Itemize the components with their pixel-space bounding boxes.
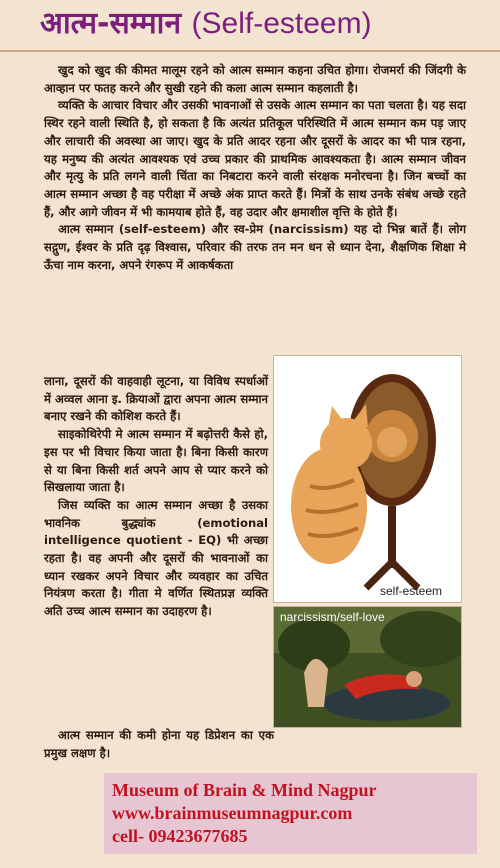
paragraph-1: खुद को खुद की कीमत मालूम रहने को आत्म सम्मान कहना उचित होगा। रोजमर्रा की जिंदगी के आव्हान पर फतह करने और सुखी रहने की कला आत्म सम्मान कहलाती है। xyxy=(44,63,466,95)
page-title xyxy=(40,6,372,42)
title-divider xyxy=(0,50,500,52)
article-text-left-column xyxy=(44,373,268,621)
museum-website-link[interactable]: www.brainmuseumnagpur.com xyxy=(112,803,353,823)
museum-phone: cell- 09423677685 xyxy=(112,826,248,846)
paragraph-4: साइकोथिरेपी मे आत्म सम्मान में बढ़ोत्तरी कैसे हो, इस पर भी विचार किया जाता है। बिना किसी कारण से या बिना किसी शर्त अपने आप से प्यार करने को सिखलाया जाता है। xyxy=(44,427,268,495)
museum-name: Museum of Brain & Mind Nagpur xyxy=(112,780,377,800)
paragraph-3: आत्म सम्मान (self-esteem) और स्व-प्रेम (narcissism) यह दो भिन्न बातें हैं। लोग सद्गुण, ईश्वर के प्रति दृढ़ विश्वास, परिवार की तरफ तन मन धन से ध्यान देना, शैक्षणिक शिक्षा मे ऊँचा नाम करना, अपने रंगरूप में आकर्षकता xyxy=(44,222,466,272)
cat-mirror-illustration xyxy=(274,356,461,602)
narcissus-painting-image xyxy=(273,606,462,728)
paragraph-5: जिस व्यक्ति का आत्म सम्मान अच्छा है उसका भावनिक बुद्ध्यांक (emotional intelligence quotient - EQ) भी अच्छा रहता है। वह अपनी और दूसरों की भावनाओं का ध्यान रखकर अपने विचार और व्यवहार का उचित नियंत्रण करता है। गीता मे वर्णित स्थितप्रज्ञ व्यक्ति अति उच्च आत्म सम्मान का उदाहरण है। xyxy=(44,497,268,619)
museum-contact-box xyxy=(104,773,477,854)
title-hindi: आत्म-सम्मान xyxy=(40,6,182,41)
narcissus-painting-illustration xyxy=(274,607,461,727)
cat-image-caption: self-esteem xyxy=(380,584,443,598)
paragraph-2: व्यक्ति के आचार विचार और उसकी भावनाओं से उसके आत्म सम्मान का पता चलता है। यह सदा स्थिर रहने वाली स्थिति है, हो सकता है कि अत्यंत प्रतिकूल परिस्थिति में आत्म सम्मान कम पड़ जाए और लाचारी की अवस्था आ जाए। खुद के प्रति आदर रहना और दूसरों के आदर का भी पात्र रहना, यह मनुष्य की अत्यंत आवश्यक एवं उच्च प्रकार की प्राथमिक आवश्यकता है। आत्म सम्मान जीवन और मृत्यु के प्रति लगने वाली चिंता का निबटारा करने वाली संरक्षक मनोरचना है। जिन बच्चों का आत्म सम्मान अच्छा है वह परीक्षा में अच्छे अंक प्राप्त करते हैं। मित्रों के साथ उनके संबंध अच्छे रहते हैं, और आगे जीवन में भी कामयाब होते हैं, वह उदार और क्षमाशील वृत्ति के होते हैं। xyxy=(44,98,466,219)
cat-mirror-image xyxy=(273,355,462,603)
title-banner xyxy=(0,0,500,48)
article-text-bottom xyxy=(44,727,274,762)
title-english: (Self-esteem) xyxy=(191,7,372,40)
narcissus-image-caption: narcissism/self-love xyxy=(280,610,385,624)
article-text-top xyxy=(44,62,466,274)
paragraph-3-continued: लाना, दूसरों की वाहवाही लूटना, या विविध स्पर्धाओं में अव्वल आना इ. क्रियाओं द्वारा अपना आत्म सम्मान बनाए रखने की कोशिश करते हैं। xyxy=(44,374,268,424)
paragraph-6: आत्म सम्मान की कमी होना यह डिप्रेशन का एक प्रमुख लक्षण है। xyxy=(44,728,274,760)
